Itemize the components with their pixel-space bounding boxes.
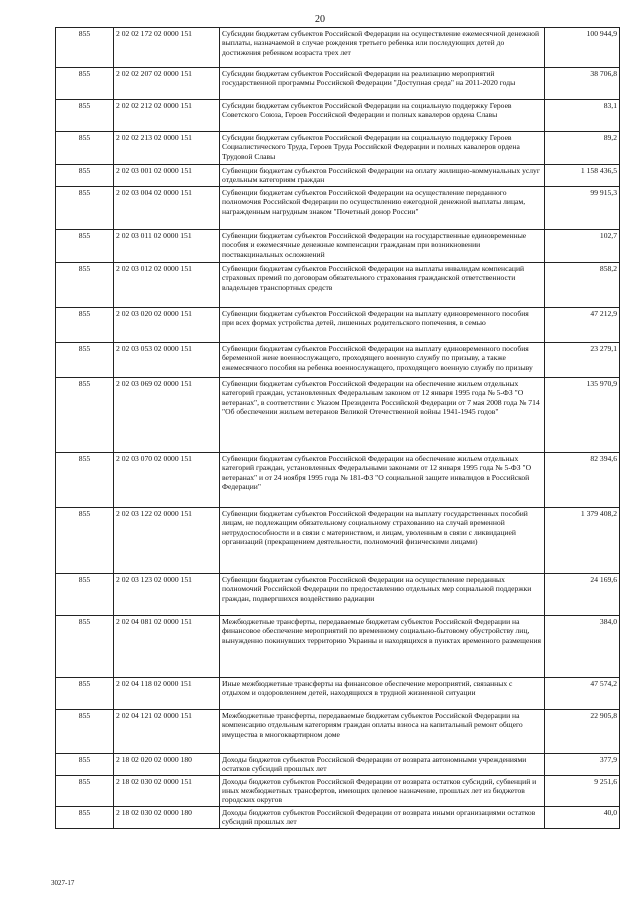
table-row bbox=[56, 165, 620, 187]
classification-code-cell: 2 18 02 030 02 0000 180 bbox=[114, 806, 220, 828]
revenue-name-cell: Субвенции бюджетам субъектов Российской Федерации на выплату государственных пособий лицам, не подлежащим обязательному социальному страхованию на случай временной нетрудоспособности и в связи с материнством, и лицам, уволенным в связи с ликвидацией организаций (прекращением деятельности, полномочий физическими лицами) bbox=[220, 507, 545, 573]
admin-code-cell: 855 bbox=[56, 68, 114, 100]
table-row bbox=[56, 452, 620, 507]
amount-cell: 23 279,1 bbox=[545, 342, 620, 377]
table-row bbox=[56, 132, 620, 165]
admin-code-cell: 855 bbox=[56, 262, 114, 307]
revenue-name-cell: Иные межбюджетные трансферты на финансовое обеспечение мероприятий, связанных с отдыхом и оздоровлением детей, находящихся в трудной жизненной ситуации bbox=[220, 677, 545, 709]
revenue-name-cell: Субвенции бюджетам субъектов Российской Федерации на выплату единовременного пособия беременной жене военнослужащего, проходящего военную службу по призыву, а также ежемесячного пособия на ребенка военнослужащего, проходящего военную службу по призыву bbox=[220, 342, 545, 377]
classification-code-cell: 2 02 02 172 02 0000 151 bbox=[114, 28, 220, 68]
amount-cell: 22 905,8 bbox=[545, 709, 620, 753]
revenue-name-cell: Субсидии бюджетам субъектов Российской Федерации на социальную поддержку Героев Социалистического Труда, Героев Труда Российской Федерации и полных кавалеров ордена Трудовой Славы bbox=[220, 132, 545, 165]
classification-code-cell: 2 18 02 030 02 0000 151 bbox=[114, 775, 220, 806]
table-row bbox=[56, 615, 620, 677]
revenue-name-cell: Доходы бюджетов субъектов Российской Федерации от возврата остатков субсидий, субвенций и иных межбюджетных трансфертов, имеющих целевое назначение, прошлых лет из бюджетов городских округов bbox=[220, 775, 545, 806]
amount-cell: 1 158 436,5 bbox=[545, 165, 620, 187]
classification-code-cell: 2 02 03 122 02 0000 151 bbox=[114, 507, 220, 573]
amount-cell: 99 915,3 bbox=[545, 186, 620, 229]
revenue-name-cell: Субвенции бюджетам субъектов Российской Федерации на обеспечение жильем отдельных категорий граждан, установленных Федеральным законом от 12 января 1995 года № 5-ФЗ "О ветеранах", в соответствии с Указом Президента Российской Федерации от 7 мая 2008 года № 714 "Об обеспечении жильем ветеранов Великой Отечественной войны 1941-1945 годов" bbox=[220, 377, 545, 452]
footer-code: 3027-17 bbox=[51, 879, 75, 887]
admin-code-cell: 855 bbox=[56, 806, 114, 828]
admin-code-cell: 855 bbox=[56, 452, 114, 507]
table-row bbox=[56, 229, 620, 262]
admin-code-cell: 855 bbox=[56, 186, 114, 229]
table-row bbox=[56, 342, 620, 377]
admin-code-cell: 855 bbox=[56, 709, 114, 753]
table-row bbox=[56, 186, 620, 229]
classification-code-cell: 2 02 03 070 02 0000 151 bbox=[114, 452, 220, 507]
admin-code-cell: 855 bbox=[56, 229, 114, 262]
table-row bbox=[56, 100, 620, 132]
amount-cell: 1 379 408,2 bbox=[545, 507, 620, 573]
admin-code-cell: 855 bbox=[56, 307, 114, 342]
classification-code-cell: 2 02 02 213 02 0000 151 bbox=[114, 132, 220, 165]
table-body bbox=[56, 28, 620, 829]
amount-cell: 47 574,2 bbox=[545, 677, 620, 709]
admin-code-cell: 855 bbox=[56, 342, 114, 377]
classification-code-cell: 2 02 03 069 02 0000 151 bbox=[114, 377, 220, 452]
amount-cell: 40,0 bbox=[545, 806, 620, 828]
classification-code-cell: 2 02 03 053 02 0000 151 bbox=[114, 342, 220, 377]
table-row bbox=[56, 677, 620, 709]
classification-code-cell: 2 02 03 123 02 0000 151 bbox=[114, 573, 220, 615]
amount-cell: 102,7 bbox=[545, 229, 620, 262]
table-row bbox=[56, 377, 620, 452]
table-row bbox=[56, 709, 620, 753]
classification-code-cell: 2 02 02 212 02 0000 151 bbox=[114, 100, 220, 132]
admin-code-cell: 855 bbox=[56, 775, 114, 806]
amount-cell: 384,0 bbox=[545, 615, 620, 677]
table-row bbox=[56, 775, 620, 806]
classification-code-cell: 2 02 04 081 02 0000 151 bbox=[114, 615, 220, 677]
amount-cell: 135 970,9 bbox=[545, 377, 620, 452]
revenue-name-cell: Субвенции бюджетам субъектов Российской Федерации на осуществление переданных полномочий Российской Федерации по предоставлению отдельных мер социальной поддержки граждан, подвергшихся воздействию радиации bbox=[220, 573, 545, 615]
table-row bbox=[56, 507, 620, 573]
table-row bbox=[56, 753, 620, 775]
table-row bbox=[56, 28, 620, 68]
admin-code-cell: 855 bbox=[56, 28, 114, 68]
revenue-name-cell: Субсидии бюджетам субъектов Российской Федерации на осуществление ежемесячной денежной выплаты, назначаемой в случае рождения третьего ребенка или последующих детей до достижения ребенком возраста трех лет bbox=[220, 28, 545, 68]
classification-code-cell: 2 02 03 012 02 0000 151 bbox=[114, 262, 220, 307]
admin-code-cell: 855 bbox=[56, 507, 114, 573]
amount-cell: 83,1 bbox=[545, 100, 620, 132]
amount-cell: 24 169,6 bbox=[545, 573, 620, 615]
amount-cell: 82 394,6 bbox=[545, 452, 620, 507]
revenue-name-cell: Субсидии бюджетам субъектов Российской Федерации на реализацию мероприятий государственной программы Российской Федерации "Доступная среда" на 2011-2020 годы bbox=[220, 68, 545, 100]
classification-code-cell: 2 02 03 004 02 0000 151 bbox=[114, 186, 220, 229]
revenue-name-cell: Субвенции бюджетам субъектов Российской Федерации на осуществление переданного полномочия Российской Федерации по осуществлению ежегодной денежной выплаты лицам, награжденным нагрудным знаком "Почетный донор России" bbox=[220, 186, 545, 229]
amount-cell: 858,2 bbox=[545, 262, 620, 307]
classification-code-cell: 2 18 02 020 02 0000 180 bbox=[114, 753, 220, 775]
classification-code-cell: 2 02 03 001 02 0000 151 bbox=[114, 165, 220, 187]
admin-code-cell: 855 bbox=[56, 377, 114, 452]
admin-code-cell: 855 bbox=[56, 753, 114, 775]
classification-code-cell: 2 02 02 207 02 0000 151 bbox=[114, 68, 220, 100]
table-row bbox=[56, 573, 620, 615]
admin-code-cell: 855 bbox=[56, 165, 114, 187]
amount-cell: 100 944,9 bbox=[545, 28, 620, 68]
table-row bbox=[56, 262, 620, 307]
amount-cell: 9 251,6 bbox=[545, 775, 620, 806]
revenue-name-cell: Субвенции бюджетам субъектов Российской Федерации на выплаты инвалидам компенсаций страховых премий по договорам обязательного страхования гражданской ответственности владельцев транспортных средств bbox=[220, 262, 545, 307]
page-number: 20 bbox=[315, 14, 325, 25]
budget-revenue-table bbox=[55, 27, 620, 829]
revenue-name-cell: Субвенции бюджетам субъектов Российской Федерации на государственные единовременные пособия и ежемесячные денежные компенсации гражданам при возникновении поствакцинальных осложнений bbox=[220, 229, 545, 262]
revenue-name-cell: Межбюджетные трансферты, передаваемые бюджетам субъектов Российской Федерации на компенсацию отдельным категориям граждан оплаты взноса на капитальный ремонт общего имущества в многоквартирном доме bbox=[220, 709, 545, 753]
admin-code-cell: 855 bbox=[56, 100, 114, 132]
classification-code-cell: 2 02 03 011 02 0000 151 bbox=[114, 229, 220, 262]
classification-code-cell: 2 02 03 020 02 0000 151 bbox=[114, 307, 220, 342]
amount-cell: 38 706,8 bbox=[545, 68, 620, 100]
amount-cell: 377,9 bbox=[545, 753, 620, 775]
classification-code-cell: 2 02 04 118 02 0000 151 bbox=[114, 677, 220, 709]
table-row bbox=[56, 68, 620, 100]
revenue-name-cell: Межбюджетные трансферты, передаваемые бюджетам субъектов Российской Федерации на финансовое обеспечение мероприятий по временному социально-бытовому обустройству лиц, вынужденно покинувших территорию Украины и находящихся в пунктах временного размещения bbox=[220, 615, 545, 677]
revenue-name-cell: Субвенции бюджетам субъектов Российской Федерации на обеспечение жильем отдельных категорий граждан, установленных Федеральными законами от 12 января 1995 года № 5-ФЗ "О ветеранах" и от 24 ноября 1995 года № 181-ФЗ "О социальной защите инвалидов в Российской Федерации" bbox=[220, 452, 545, 507]
admin-code-cell: 855 bbox=[56, 573, 114, 615]
amount-cell: 89,2 bbox=[545, 132, 620, 165]
revenue-name-cell: Доходы бюджетов субъектов Российской Федерации от возврата автономными учреждениями остатков субсидий прошлых лет bbox=[220, 753, 545, 775]
admin-code-cell: 855 bbox=[56, 615, 114, 677]
amount-cell: 47 212,9 bbox=[545, 307, 620, 342]
revenue-name-cell: Субсидии бюджетам субъектов Российской Федерации на социальную поддержку Героев Советского Союза, Героев Российской Федерации и полных кавалеров ордена Славы bbox=[220, 100, 545, 132]
revenue-name-cell: Субвенции бюджетам субъектов Российской Федерации на оплату жилищно-коммунальных услуг отдельным категориям граждан bbox=[220, 165, 545, 187]
table-row bbox=[56, 806, 620, 828]
table-row bbox=[56, 307, 620, 342]
revenue-name-cell: Субвенции бюджетам субъектов Российской Федерации на выплату единовременного пособия при всех формах устройства детей, лишенных родительского попечения, в семью bbox=[220, 307, 545, 342]
admin-code-cell: 855 bbox=[56, 677, 114, 709]
classification-code-cell: 2 02 04 121 02 0000 151 bbox=[114, 709, 220, 753]
admin-code-cell: 855 bbox=[56, 132, 114, 165]
revenue-name-cell: Доходы бюджетов субъектов Российской Федерации от возврата иными организациями остатков субсидий прошлых лет bbox=[220, 806, 545, 828]
